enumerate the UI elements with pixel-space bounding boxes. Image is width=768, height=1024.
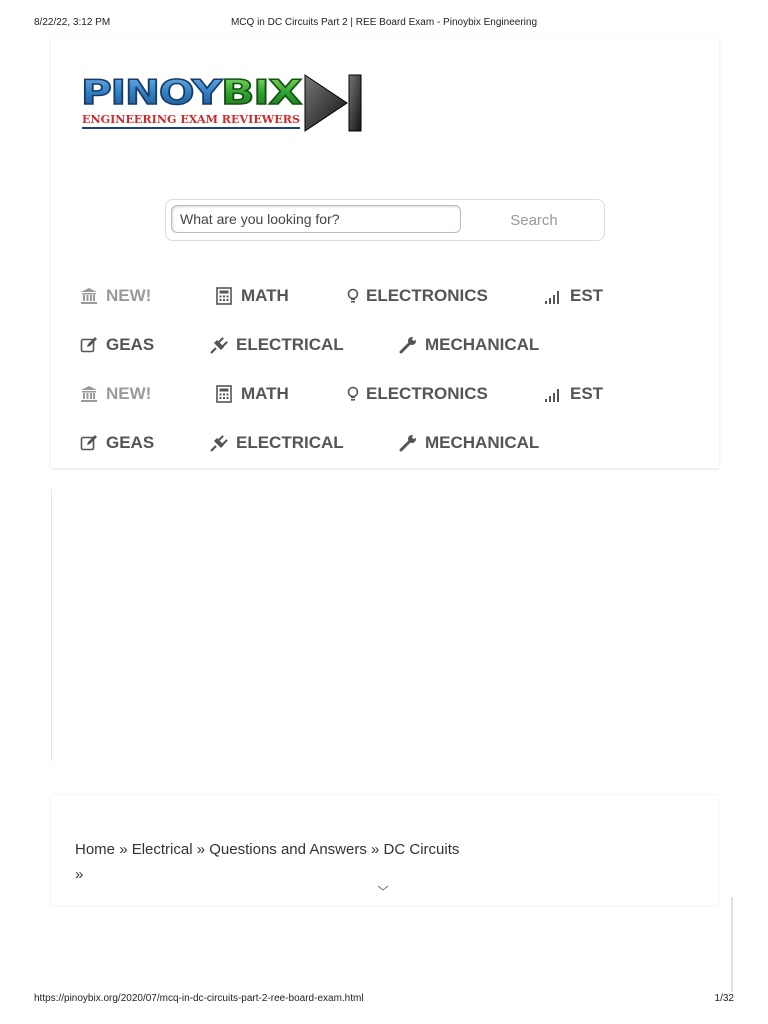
nav-label: EST — [570, 384, 604, 403]
breadcrumb-questions-and-answers[interactable]: Questions and Answers — [209, 841, 367, 858]
nav-item-math[interactable] — [214, 381, 289, 407]
nav-item-new[interactable] — [79, 381, 151, 407]
nav-item-electronics[interactable] — [343, 283, 488, 309]
edit-icon — [79, 335, 99, 355]
nav-item-electrical[interactable] — [209, 332, 344, 358]
wrench-icon — [398, 335, 418, 355]
nav-label: EST — [570, 286, 604, 305]
breadcrumb-dc-circuits[interactable]: DC Circuits — [383, 841, 460, 858]
wrench-icon — [398, 433, 418, 453]
breadcrumb-separator: » — [75, 866, 84, 883]
nav-label: NEW! — [106, 286, 152, 305]
breadcrumb-electrical[interactable]: Electrical — [131, 841, 193, 858]
signal-icon — [543, 286, 563, 306]
svg-text:PINOY: PINOY — [81, 73, 223, 113]
print-page-number: 1/32 — [714, 993, 734, 1004]
calculator-icon — [214, 286, 234, 306]
nav-item-mechanical[interactable] — [398, 332, 539, 358]
nav-item-geas[interactable] — [79, 430, 154, 456]
scrollbar[interactable] — [731, 897, 733, 992]
print-datetime: 8/22/22, 3:12 PM — [34, 17, 111, 28]
nav-label: MECHANICAL — [425, 433, 540, 452]
search-button[interactable]: Search — [484, 206, 584, 234]
print-footer — [0, 993, 768, 1007]
search-form — [165, 199, 605, 241]
nav-item-est[interactable] — [543, 283, 603, 309]
nav-item-mechanical[interactable] — [398, 430, 539, 456]
chevron-down-icon[interactable] — [377, 883, 389, 894]
lightbulb-icon — [343, 286, 363, 306]
breadcrumb-separator: » — [119, 841, 128, 858]
nav-label: ELECTRICAL — [236, 433, 344, 452]
nav-label: ELECTRICAL — [236, 335, 344, 354]
nav-label: ELECTRONICS — [366, 286, 488, 305]
nav-label: GEAS — [106, 335, 155, 354]
logo-graphic — [79, 71, 369, 139]
breadcrumb-separator: » — [371, 841, 380, 858]
nav-item-geas[interactable] — [79, 332, 154, 358]
print-url: https://pinoybix.org/2020/07/mcq-in-dc-circuits-part-2-ree-board-exam.html — [34, 993, 364, 1004]
ad-placeholder — [51, 489, 719, 761]
nav-label: MATH — [241, 286, 289, 305]
plug-icon — [209, 335, 229, 355]
plug-icon — [209, 433, 229, 453]
edit-icon — [79, 433, 99, 453]
svg-text:BIX: BIX — [221, 73, 303, 113]
nav-label: NEW! — [106, 384, 152, 403]
bank-icon — [79, 384, 99, 404]
breadcrumb-separator: » — [196, 841, 206, 858]
nav-item-electrical[interactable] — [209, 430, 344, 456]
site-logo[interactable] — [79, 71, 369, 139]
nav-label: GEAS — [106, 433, 155, 452]
bank-icon — [79, 286, 99, 306]
nav-item-est[interactable] — [543, 381, 603, 407]
breadcrumb-card — [51, 795, 719, 905]
print-header — [0, 17, 768, 31]
nav-label: ELECTRONICS — [366, 384, 488, 403]
nav-label: MECHANICAL — [425, 335, 540, 354]
breadcrumb-home[interactable]: Home — [75, 841, 116, 858]
nav-label: MATH — [241, 384, 289, 403]
lightbulb-icon — [343, 384, 363, 404]
breadcrumb — [75, 837, 515, 887]
search-input[interactable] — [171, 205, 461, 233]
nav-item-math[interactable] — [214, 283, 289, 309]
nav-item-electronics[interactable] — [343, 381, 488, 407]
signal-icon — [543, 384, 563, 404]
calculator-icon — [214, 384, 234, 404]
svg-text:ENGINEERING EXAM REVIEWERS: ENGINEERING EXAM REVIEWERS — [82, 113, 301, 126]
divider — [51, 489, 52, 761]
print-title: MCQ in DC Circuits Part 2 | REE Board Exam - Pinoybix Engineering — [230, 17, 538, 28]
nav-item-new[interactable] — [79, 283, 151, 309]
site-header — [51, 38, 719, 468]
